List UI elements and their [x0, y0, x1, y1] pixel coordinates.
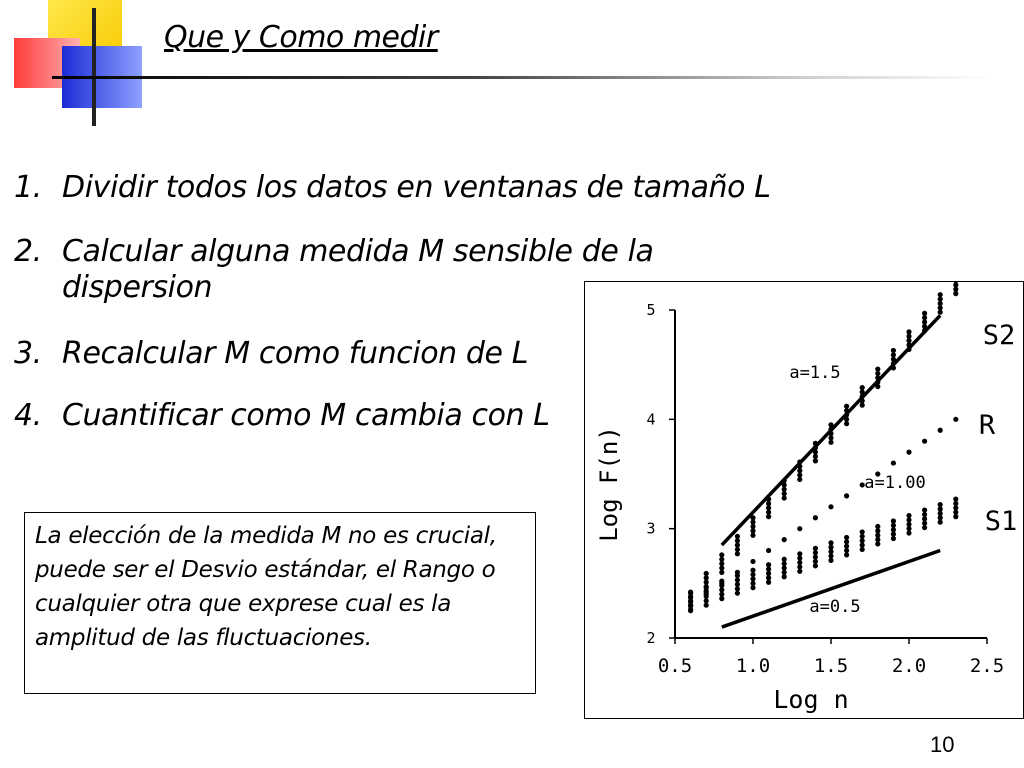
- data-point: [906, 513, 911, 518]
- list-text: Calcular alguna medida M sensible de la: [62, 234, 654, 269]
- data-point: [938, 428, 943, 433]
- data-point: [735, 573, 740, 578]
- data-point: [813, 546, 818, 551]
- x-tick-label: 2.0: [891, 655, 927, 677]
- data-point: [828, 540, 833, 545]
- slope-label: a=0.5: [809, 597, 861, 617]
- data-point: [797, 551, 802, 556]
- y-axis-label: Log F(n): [595, 426, 623, 542]
- data-point: [860, 529, 865, 534]
- scaling-chart: [584, 281, 1024, 719]
- data-point: [906, 450, 911, 455]
- data-point: [875, 524, 880, 529]
- data-point: [782, 537, 787, 542]
- data-point: [782, 478, 787, 483]
- data-point: [891, 348, 896, 353]
- data-point: [922, 507, 927, 512]
- data-point: [813, 515, 818, 520]
- list-number: 3.: [14, 336, 42, 371]
- series-label: R: [978, 410, 996, 441]
- data-point: [782, 557, 787, 562]
- list-text: Recalcular M como funcion de L: [62, 336, 529, 371]
- y-tick-label: 2: [646, 629, 656, 647]
- data-point: [906, 329, 911, 334]
- note-box: [24, 512, 536, 694]
- data-point: [704, 585, 709, 590]
- list-number: 1.: [14, 170, 42, 205]
- data-point: [750, 559, 755, 564]
- data-point: [719, 552, 724, 557]
- data-point: [891, 460, 896, 465]
- list-text: Dividir todos los datos en ventanas de tamaño L: [62, 170, 771, 205]
- data-point: [766, 497, 771, 502]
- x-tick-label: 1.0: [735, 655, 771, 677]
- x-tick-label: 1.5: [813, 655, 849, 677]
- data-point: [750, 568, 755, 573]
- series-label: S1: [984, 506, 1018, 537]
- x-axis-label: Log n: [773, 685, 849, 714]
- list-item-2: [14, 234, 654, 306]
- data-point: [766, 562, 771, 567]
- data-point: [750, 515, 755, 520]
- data-point: [875, 366, 880, 371]
- scaling-chart-svg: [585, 282, 1023, 718]
- series-label: S2: [982, 320, 1016, 351]
- data-point: [813, 441, 818, 446]
- data-point: [891, 518, 896, 523]
- data-point: [938, 292, 943, 297]
- data-point: [704, 571, 709, 576]
- page-number: 10: [930, 732, 955, 757]
- slope-label: a=1.00: [864, 473, 926, 493]
- data-point: [953, 282, 958, 283]
- list-text-continuation: dispersion: [62, 270, 213, 305]
- data-point: [922, 439, 927, 444]
- data-point: [766, 548, 771, 553]
- list-number: 4.: [14, 398, 42, 433]
- data-point: [938, 502, 943, 507]
- list-number: 2.: [14, 234, 42, 269]
- y-tick-label: 5: [646, 301, 656, 319]
- list-item-1: [14, 170, 771, 206]
- data-point: [860, 385, 865, 390]
- slope-label: a=1.5: [789, 363, 841, 383]
- data-point: [735, 534, 740, 539]
- list-item-3: [14, 336, 528, 372]
- data-point: [828, 504, 833, 509]
- data-point: [828, 422, 833, 427]
- list-item-4: [14, 398, 550, 434]
- y-tick-label: 3: [646, 519, 656, 538]
- x-tick-label: 2.5: [969, 655, 1005, 677]
- data-point: [797, 526, 802, 531]
- vertical-line-decoration: [92, 8, 96, 126]
- data-point: [844, 493, 849, 498]
- data-point: [922, 311, 927, 316]
- data-point: [953, 417, 958, 422]
- data-point: [844, 535, 849, 540]
- x-tick-label: 0.5: [657, 655, 693, 677]
- slide-title: Que y Como medir: [164, 20, 438, 55]
- data-point: [844, 404, 849, 409]
- title-underline-rule: [52, 76, 992, 79]
- data-point: [688, 591, 693, 596]
- list-text: Cuantificar como M cambia con L: [62, 398, 550, 433]
- note-text: La elección de la medida M no es crucial, puede ser el Desvio estándar, el Rango o cualquier otra que exprese cual es la amplitud de las fluctuaciones.: [35, 523, 497, 651]
- data-point: [953, 497, 958, 502]
- data-point: [719, 579, 724, 584]
- data-point: [797, 459, 802, 464]
- y-tick-label: 4: [646, 410, 656, 429]
